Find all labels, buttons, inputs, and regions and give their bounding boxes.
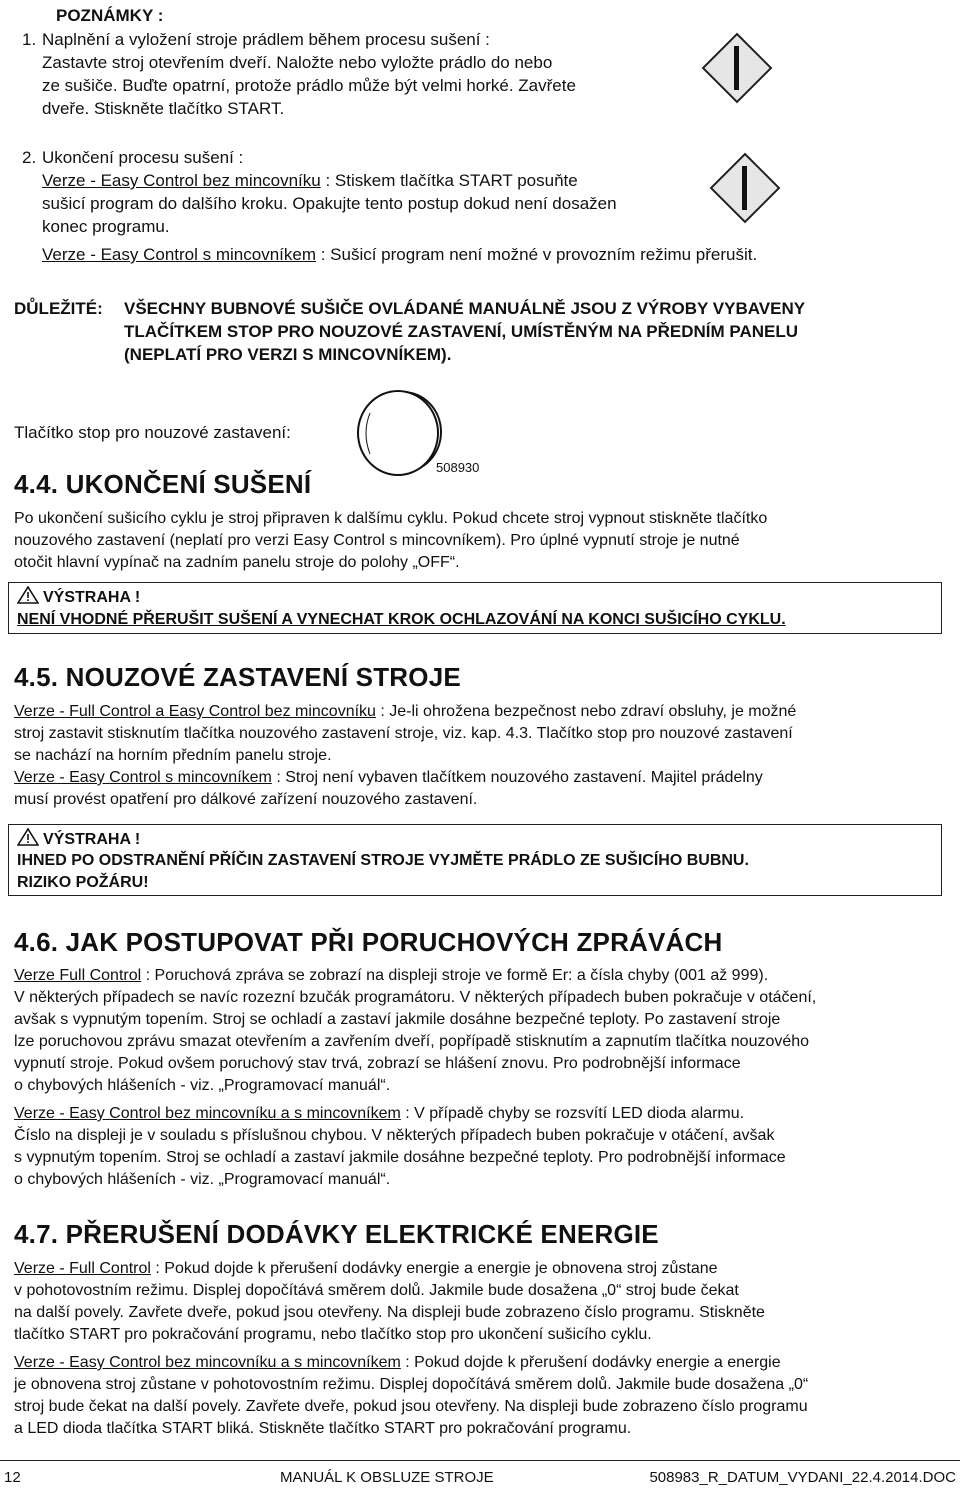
important-label: DŮLEŽITÉ: [14,299,103,318]
note-item-2 [22,146,712,238]
section-title: 4.6. JAK POSTUPOVAT PŘI PORUCHOVÝCH ZPRÁVÁCH [14,927,723,957]
stop-button-caption: Tlačítko stop pro nouzové zastavení: [14,423,291,442]
body-line: se nachází na horním předním panelu stroje. [14,747,332,764]
note-line: konec programu. [42,217,170,236]
note-line: ze sušiče. Buďte opatrní, protože prádlo může být velmi horké. Zavřete [42,76,576,95]
footer-document-id: 508983_R_DATUM_VYDANI_22.4.2014.DOC [649,1469,956,1486]
emergency-stop-button-icon [348,388,448,478]
body-line: je obnovena stroj zůstane v pohotovostním režimu. Displej dopočítává směrem dolů. Jakmile bude dosažena „0“ [14,1376,809,1393]
body-line: nouzového zastavení (neplatí pro verzi Easy Control s mincovníkem). Pro úplné vypnutí stroje je nutné [14,532,740,549]
body-line: lze poruchovou zprávu smazat otevřením a zavřením dveří, popřípadě stisknutím a zapnutím tlačítka nouzového [14,1033,810,1050]
body-line: a LED dioda tlačítka START bliká. Stiskněte tlačítko START pro pokračování programu. [14,1420,632,1437]
version-label: Verze - Easy Control bez mincovníku a s mincovníkem [14,1354,401,1371]
warning-text: IHNED PO ODSTRANĚNÍ PŘÍČIN ZASTAVENÍ STROJE VYJMĚTE PRÁDLO ZE SUŠICÍHO BUBNU. [17,852,749,869]
body-line: na další povely. Zavřete dveře, pokud jsou otevřeny. Na displeji bude zobrazeno číslo programu. Stiskněte [14,1304,765,1321]
version-label: Verze - Easy Control bez mincovníku a s mincovníkem [14,1105,401,1122]
body-line: otočit hlavní vypínač na zadním panelu stroje do polohy „OFF“. [14,554,460,571]
important-line: VŠECHNY BUBNOVÉ SUŠIČE OVLÁDANÉ MANUÁLNĚ JSOU Z VÝROBY VYBAVENY [124,299,806,318]
warning-text: NENÍ VHODNÉ PŘERUŠIT SUŠENÍ A VYNECHAT KROK OCHLAZOVÁNÍ NA KONCI SUŠICÍHO CYKLU. [17,611,786,628]
footer-title: MANUÁL K OBSLUZE STROJE [280,1469,494,1486]
warning-box [8,582,942,634]
section-4-4-body [14,508,954,574]
note-number: 2. [22,148,37,167]
version-text: : Je-li ohrožena bezpečnost nebo zdraví obsluhy, je možné [375,703,797,720]
body-line: Po ukončení sušicího cyklu je stroj připraven k dalšímu cyklu. Pokud chcete stroj vypnout stiskněte tlačítko [14,510,768,527]
note-title: Ukončení procesu sušení : [42,148,244,167]
version-label: Verze - Full Control a Easy Control bez mincovníku [14,703,376,720]
note-line: sušicí program do dalšího kroku. Opakujte tento postup dokud není dosažen [42,194,617,213]
warning-triangle-icon [17,828,39,846]
footer-divider [0,1460,960,1461]
important-line: TLAČÍTKEM STOP PRO NOUZOVÉ ZASTAVENÍ, UMÍSTĚNÝM NA PŘEDNÍM PANELU [124,322,799,341]
body-line: s vypnutým topením. Stroj se ochladí a zastaví jakmile dosáhne bezpečné teploty. Pro podrobnější informace [14,1149,786,1166]
version-text: : Stiskem tlačítka START posuňte [320,171,578,190]
section-4-7-body [14,1258,954,1440]
important-text [124,297,805,366]
version-label: Verze Full Control [14,967,142,984]
version-text: : Stroj není vybaven tlačítkem nouzového zastavení. Majitel prádelny [271,769,763,786]
body-line: o chybových hlášeních - viz. „Programovací manuál“. [14,1171,391,1188]
section-title: 4.7. PŘERUŠENÍ DODÁVKY ELEKTRICKÉ ENERGIE [14,1219,659,1249]
note-line: Zastavte stroj otevřením dveří. Naložte nebo vyložte prádlo do nebo [42,53,553,72]
body-line: vypnutí stroje. Pokud ovšem poruchový stav trvá, zobrazí se hlášení znovu. Pro podrobnější informace [14,1055,741,1072]
warning-title: VÝSTRAHA ! [43,589,141,606]
note-line: dveře. Stiskněte tlačítko START. [42,99,285,118]
version-label: Verze - Easy Control s mincovníkem [42,245,316,264]
section-title: 4.4. UKONČENÍ SUŠENÍ [14,469,312,499]
warning-title: VÝSTRAHA ! [43,831,141,848]
body-line: v pohotovostním režimu. Displej dopočítává směrem dolů. Jakmile bude dosažena „0“ stroj bude čekat [14,1282,739,1299]
body-line: stroj zastavit stisknutím tlačítka nouzového zastavení stroje, viz. kap. 4.3. Tlačítko stop pro nouzové zastavení [14,725,793,742]
version-text: : Pokud dojde k přerušení dodávky energie a energie je obnovena stroj zůstane [150,1260,718,1277]
stop-button-code: 508930 [436,460,480,475]
section-4-5-body [14,701,954,811]
section-4-6-body [14,965,954,1191]
version-text: : Sušicí program není možné v provozním režimu přerušit. [315,245,758,264]
body-line: o chybových hlášeních - viz. „Programovací manuál“. [14,1077,391,1094]
version-label: Verze - Easy Control bez mincovníku [42,171,321,190]
body-line: Číslo na displeji je v souladu s příslušnou chybou. V některých případech buben pokračuje v otáčení, avšak [14,1127,775,1144]
note-item-1 [22,28,682,120]
note-title: Naplnění a vyložení stroje prádlem během procesu sušení : [42,30,490,49]
warning-text: RIZIKO POŽÁRU! [17,874,149,891]
body-line: tlačítko START pro pokračování programu, nebo tlačítko stop pro ukončení sušicího cyklu. [14,1326,652,1343]
start-diamond-icon [701,32,773,104]
version-label: Verze - Easy Control s mincovníkem [14,769,272,786]
body-line: V některých případech se navíc rozezní bzučák programátoru. V některých případech buben pokračuje v otáčení, [14,989,817,1006]
note-number: 1. [22,30,37,49]
warning-triangle-icon [17,586,39,604]
warning-box [8,824,942,896]
important-line: (NEPLATÍ PRO VERZI S MINCOVNÍKEM). [124,345,452,364]
version-text: : Poruchová zpráva se zobrazí na displeji stroje ve formě Er: a čísla chyby (001 až 999). [141,967,769,984]
note-item-2-version-2 [42,243,942,266]
body-line: stroj bude čekat na další povely. Zavřete dveře, pokud jsou otevřeny. Na displeji bude zobrazeno číslo programu [14,1398,808,1415]
notes-heading: POZNÁMKY : [56,6,164,25]
body-line: avšak s vypnutým topením. Stroj se ochladí a zastaví jakmile dosáhne bezpečné teploty. Po zastavení stroje [14,1011,781,1028]
version-text: : V případě chyby se rozsvítí LED dioda alarmu. [400,1105,745,1122]
section-title: 4.5. NOUZOVÉ ZASTAVENÍ STROJE [14,662,461,692]
version-text: : Pokud dojde k přerušení dodávky energie a energie [400,1354,781,1371]
body-line: musí provést opatření pro dálkové zařízení nouzového zastavení. [14,791,478,808]
version-label: Verze - Full Control [14,1260,151,1277]
start-diamond-icon [709,152,781,224]
footer-page-number: 12 [4,1469,21,1486]
